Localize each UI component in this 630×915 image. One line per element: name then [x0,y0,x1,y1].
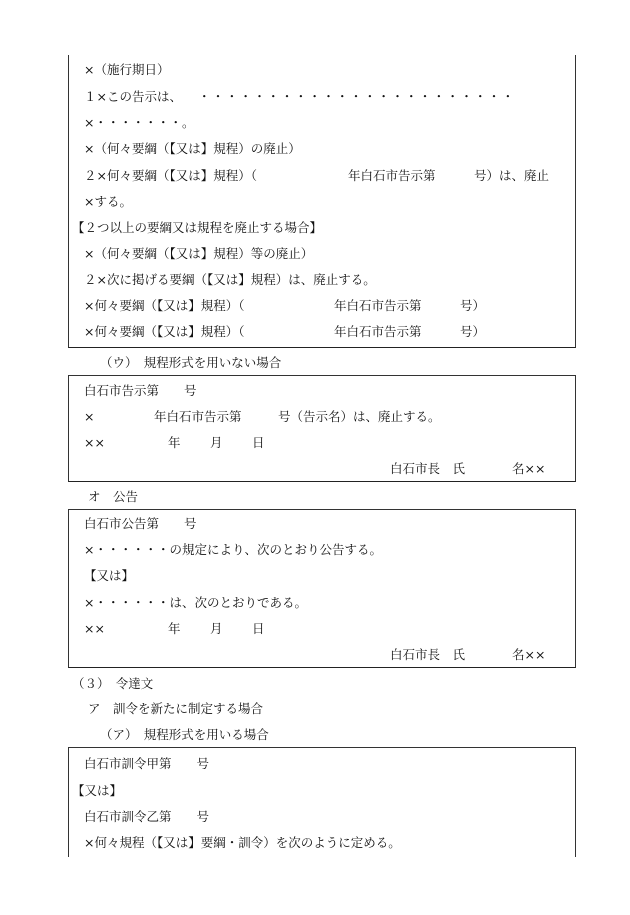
text-line: × [84,409,95,424]
section-heading: （ウ） 規程形式を用いない場合 [100,355,282,370]
text-line: 号） [460,324,486,339]
text-line: ２×次に掲げる要綱（【又は】規程）は、廃止する。 [84,272,376,287]
text-line: 年白石市告示第 [348,168,436,183]
text-line: 月 [210,621,223,636]
text-line: 号）は、廃止 [474,168,550,183]
text-line: ×× [84,435,105,450]
text-line: 号） [460,298,486,313]
section-heading: ア 訓令を新たに制定する場合 [88,701,264,716]
text-line: ×（施行期日） [84,62,170,77]
text-line: ×何々要綱（【又は】規程）（ [84,324,245,339]
public-notice-box [68,509,576,668]
text-line: １×この告示は、 [84,89,182,104]
text-line: ・・・・・・・・・・・・・・・・・・・・・・・ [198,89,516,104]
signature-line: 白石市長 氏 [390,461,466,476]
section-heading: 【２つ以上の要綱又は規程を廃止する場合】 [72,220,323,235]
text-line: 【又は】 [72,783,123,798]
text-line: 日 [252,621,265,636]
text-line: ×する。 [84,194,132,209]
signature-line: 名×× [512,647,546,662]
text-line: 【又は】 [84,568,135,583]
text-line: ×何々要綱（【又は】規程）（ [84,298,245,313]
text-line: 白石市訓令甲第 号 [84,756,210,771]
signature-line: 白石市長 氏 [390,647,466,662]
text-line: ×何々規程（【又は】要綱・訓令）を次のように定める。 [84,835,401,850]
text-line: 年 [168,435,181,450]
text-line: 年白石市告示第 [154,409,242,424]
text-line: 年 [168,621,181,636]
text-line: ×（何々要綱（【又は】規程）等の廃止） [84,246,314,261]
text-line: 白石市訓令乙第 号 [84,809,210,824]
signature-line: 名×× [512,461,546,476]
text-line: 年白石市告示第 [334,324,422,339]
text-line: ２×何々要綱（【又は】規程）（ [84,168,257,183]
text-line: 号（告示名）は、廃止する。 [278,409,441,424]
text-line: ×・・・・・・は、次のとおりである。 [84,595,307,610]
section-heading: （３） 令達文 [72,676,154,691]
text-line: 白石市公告第 号 [84,516,197,531]
section-heading: オ 公告 [88,489,139,504]
text-line: 月 [210,435,223,450]
text-line: ×（何々要綱（【又は】規程）の廃止） [84,141,301,156]
text-line: ×× [84,621,105,636]
text-line: ×・・・・・・の規定により、次のとおり公告する。 [84,542,382,557]
text-line: ×・・・・・・・。 [84,115,195,130]
text-line: 白石市告示第 号 [84,383,197,398]
section-heading: （ア） 規程形式を用いる場合 [100,727,269,742]
text-line: 年白石市告示第 [334,298,422,313]
text-line: 日 [252,435,265,450]
